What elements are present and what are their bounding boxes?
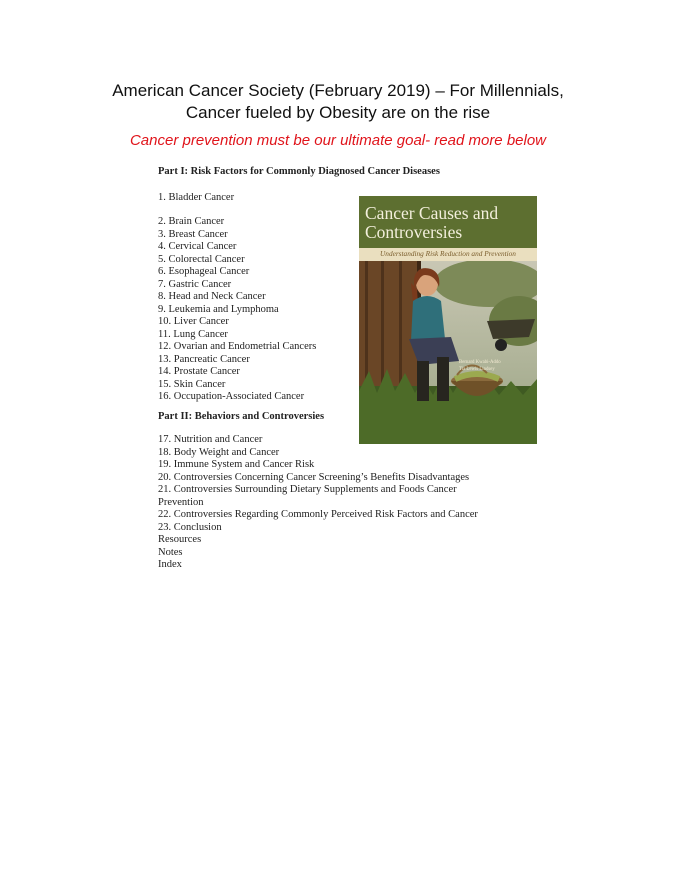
list-item: 11. Lung Cancer bbox=[158, 328, 228, 340]
book-cover-authors bbox=[459, 359, 535, 373]
book-cover-title-line-1: Cancer Causes and bbox=[365, 203, 499, 223]
list-item: 19. Immune System and Cancer Risk bbox=[158, 459, 315, 470]
list-item: 20. Controversies Concerning Cancer Screening’s Benefits Disadvantages bbox=[158, 471, 470, 483]
part-1-heading: Part I: Risk Factors for Commonly Diagnosed Cancer Diseases bbox=[158, 166, 440, 177]
list-item: 3. Breast Cancer bbox=[158, 228, 228, 240]
list-item: 14. Prostate Cancer bbox=[158, 366, 240, 377]
list-item: Resources bbox=[158, 534, 202, 545]
list-item: 8. Head and Neck Cancer bbox=[158, 291, 266, 302]
page-title bbox=[0, 80, 676, 124]
book-cover-photo bbox=[359, 261, 537, 444]
list-item: 10. Liver Cancer bbox=[158, 316, 229, 327]
list-item: Prevention bbox=[158, 496, 204, 508]
list-item: 4. Cervical Cancer bbox=[158, 241, 237, 252]
page-subtitle: Cancer prevention must be our ultimate goal- read more below bbox=[129, 132, 547, 149]
list-item: 21. Controversies Surrounding Dietary Supplements and Foods Cancer bbox=[158, 484, 457, 495]
list-item: 17. Nutrition and Cancer bbox=[158, 434, 263, 445]
list-item: 6. Esophageal Cancer bbox=[158, 266, 250, 277]
page-title-line-2: Cancer fueled by Obesity are on the rise bbox=[185, 103, 491, 122]
part-2-list bbox=[158, 434, 558, 572]
list-item: 23. Conclusion bbox=[158, 521, 222, 533]
book-cover-image bbox=[359, 196, 537, 444]
book-cover-title-line-2: Controversies bbox=[365, 222, 463, 242]
list-item: 18. Body Weight and Cancer bbox=[158, 446, 280, 458]
list-item: 15. Skin Cancer bbox=[158, 378, 226, 390]
list-item: 2. Brain Cancer bbox=[158, 216, 225, 227]
page-title-line-1: American Cancer Society (February 2019) – For Millennials, bbox=[112, 81, 564, 100]
book-cover-author-2: Tia Lewis Lindsey bbox=[459, 367, 495, 372]
list-item: Notes bbox=[158, 546, 183, 558]
list-item: 12. Ovarian and Endometrial Cancers bbox=[158, 341, 317, 352]
list-item: Index bbox=[158, 559, 182, 570]
list-item: 5. Colorectal Cancer bbox=[158, 253, 245, 265]
list-item: 9. Leukemia and Lymphoma bbox=[158, 303, 279, 315]
list-item: 7. Gastric Cancer bbox=[158, 278, 232, 290]
list-item: 13. Pancreatic Cancer bbox=[158, 353, 250, 365]
book-cover-author-1: Bernard Kwabi-Addo bbox=[459, 360, 501, 365]
part-2-heading: Part II: Behaviors and Controversies bbox=[158, 410, 325, 422]
list-item: 16. Occupation-Associated Cancer bbox=[158, 391, 305, 402]
list-item: 22. Controversies Regarding Commonly Perceived Risk Factors and Cancer bbox=[158, 509, 478, 520]
book-cover-subtitle: Understanding Risk Reduction and Prevention bbox=[380, 249, 516, 258]
book-cover-title bbox=[365, 204, 535, 242]
list-item: 1. Bladder Cancer bbox=[158, 191, 235, 203]
